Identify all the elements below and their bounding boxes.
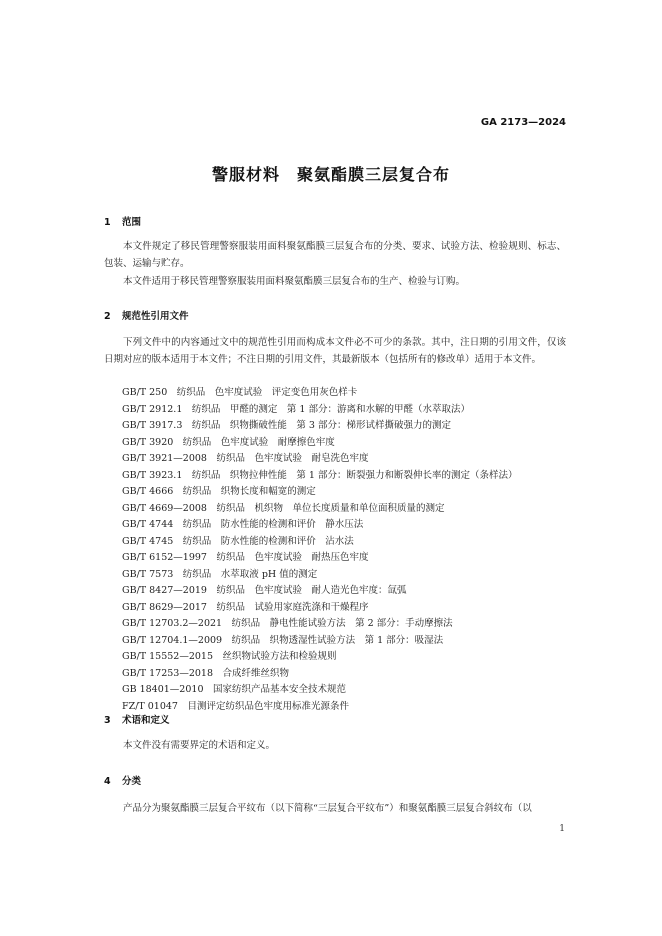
section-title: 术语和定义 <box>122 715 170 726</box>
section-3-paragraph-1: 本文件没有需要界定的术语和定义。 <box>123 740 276 751</box>
reference-item: GB/T 3923.1 纺织品 织物拉伸性能 第 1 部分：断裂强力和断裂伸长率的测定（条样法） <box>122 470 518 481</box>
reference-item: GB/T 8629—2017 纺织品 试验用家庭洗涤和干燥程序 <box>122 602 369 613</box>
reference-item: GB/T 4745 纺织品 防水性能的检测和评价 沾水法 <box>122 536 354 547</box>
document-code: GA 2173—2024 <box>480 117 566 128</box>
section-number: 1 <box>104 217 111 228</box>
reference-item: GB/T 4666 纺织品 织物长度和幅宽的测定 <box>122 486 316 497</box>
reference-item: GB/T 3920 纺织品 色牢度试验 耐摩擦色牢度 <box>122 437 335 448</box>
section-1-paragraph-1: 本文件规定了移民管理警察服装用面料聚氨酯膜三层复合布的分类、要求、试验方法、检验规则、标志、包装、运输与贮存。 <box>104 241 566 269</box>
reference-item: GB/T 12704.1—2009 纺织品 织物透湿性试验方法 第 1 部分：吸湿法 <box>122 635 444 646</box>
reference-item: GB/T 4744 纺织品 防水性能的检测和评价 静水压法 <box>122 519 364 530</box>
section-number: 4 <box>104 776 111 787</box>
section-3-heading <box>104 712 170 726</box>
section-1-heading <box>104 214 141 228</box>
section-4-heading <box>104 773 141 787</box>
section-number: 3 <box>104 715 111 726</box>
reference-item: GB/T 7573 纺织品 水萃取液 pH 值的测定 <box>122 569 318 580</box>
section-4-paragraph-1: 产品分为聚氨酯膜三层复合平纹布（以下简称“三层复合平纹布”）和聚氨酯膜三层复合斜纹布（以 <box>123 803 532 814</box>
reference-item: GB/T 8427—2019 纺织品 色牢度试验 耐人造光色牢度：氙弧 <box>122 585 407 596</box>
section-title: 分类 <box>122 776 142 787</box>
reference-item: GB/T 2912.1 纺织品 甲醛的测定 第 1 部分：游离和水解的甲醛（水萃取法） <box>122 404 470 415</box>
section-2-paragraph-1: 下列文件中的内容通过文中的规范性引用而构成本文件必不可少的条款。其中，注日期的引用文件，仅该日期对应的版本适用于本文件；不注日期的引用文件，其最新版本（包括所有的修改单）适用于本文件。 <box>104 337 566 365</box>
reference-item: GB 18401—2010 国家纺织产品基本安全技术规范 <box>122 684 346 695</box>
reference-item: GB/T 12703.2—2021 纺织品 静电性能试验方法 第 2 部分：手动摩擦法 <box>122 618 453 629</box>
section-2-heading <box>104 308 189 322</box>
section-number: 2 <box>104 311 111 322</box>
document-title: 警服材料 聚氨酯膜三层复合布 <box>211 165 450 184</box>
reference-item: GB/T 15552—2015 丝织物试验方法和检验规则 <box>122 651 337 662</box>
reference-item: FZ/T 01047 目测评定纺织品色牢度用标准光源条件 <box>122 701 349 712</box>
page-number: 1 <box>559 824 565 834</box>
section-title: 规范性引用文件 <box>122 311 189 322</box>
section-1-paragraph-2: 本文件适用于移民管理警察服装用面料聚氨酯膜三层复合布的生产、检验与订购。 <box>123 276 466 287</box>
reference-item: GB/T 6152—1997 纺织品 色牢度试验 耐热压色牢度 <box>122 552 369 563</box>
reference-item: GB/T 3917.3 纺织品 织物撕破性能 第 3 部分：梯形试样撕破强力的测定 <box>122 420 451 431</box>
reference-item: GB/T 250 纺织品 色牢度试验 评定变色用灰色样卡 <box>122 387 358 398</box>
section-title: 范围 <box>122 217 142 228</box>
reference-item: GB/T 3921—2008 纺织品 色牢度试验 耐皂洗色牢度 <box>122 453 369 464</box>
reference-item: GB/T 4669—2008 纺织品 机织物 单位长度质量和单位面积质量的测定 <box>122 503 445 514</box>
reference-item: GB/T 17253—2018 合成纤维丝织物 <box>122 668 290 679</box>
